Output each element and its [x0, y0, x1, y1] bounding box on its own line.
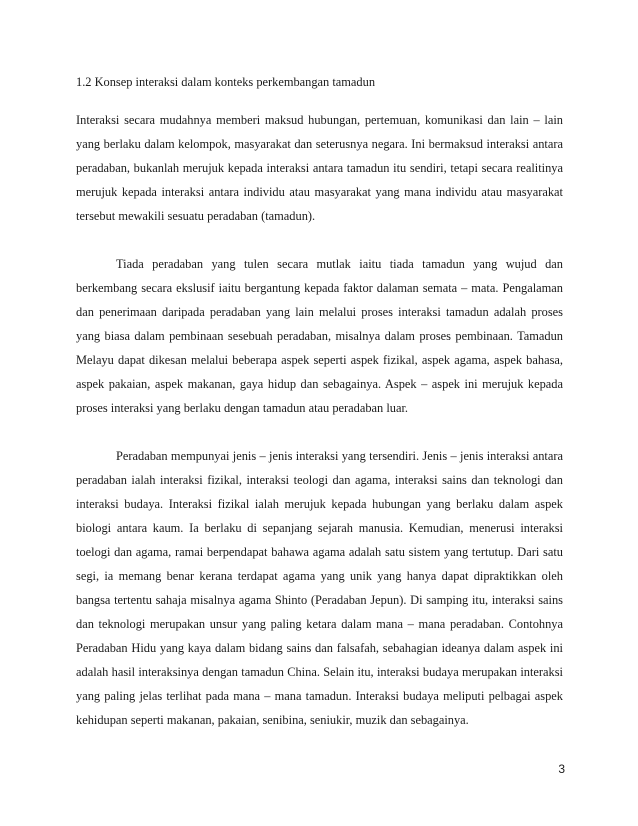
paragraph-definition: Interaksi secara mudahnya memberi maksud hubungan, pertemuan, komunikasi dan lain – lain yang berlaku dalam kelompok, masyarakat dan seterusnya negara. Ini bermaksud interaksi antara peradaban, bukanlah merujuk kepada interaksi antara tamadun itu sendiri, tetapi secara realitinya merujuk kepada interaksi antara individu atau masyarakat yang mana individu atau masyarakat tersebut mewakili sesuatu peradaban (tamadun).: [76, 113, 563, 223]
paragraph-interaction-types: Peradaban mempunyai jenis – jenis interaksi yang tersendiri. Jenis – jenis interaksi antara peradaban ialah interaksi fizikal, interaksi teologi dan agama, interaksi sains dan teknologi dan interaksi budaya. Interaksi fizikal ialah merujuk kepada hubungan yang berlaku dalam aspek biologi antara kaum. Ia berlaku di sepanjang sejarah manusia. Kemudian, menerusi interaksi toelogi dan agama, ramai berpendapat bahawa agama adalah satu sistem yang tertutup. Dari satu segi, ia memang benar kerana terdapat agama yang unik yang hanya dapat dipraktikkan oleh bangsa tertentu sahaja misalnya agama Shinto (Peradaban Jepun). Di samping itu, interaksi sains dan teknologi merupakan unsur yang paling ketara dalam mana – mana peradaban. Contohnya Peradaban Hidu yang kaya dalam bidang sains dan falsafah, sebahagian ideanya dalam aspek ini adalah hasil interaksinya dengan tamadun China. Selain itu, interaksi budaya merupakan interaksi yang paling jelas terlihat pada mana – mana tamadun. Interaksi budaya meliputi pelbagai aspek kehidupan seperti makanan, pakaian, senibina, seniukir, muzik dan sebagainya.: [76, 449, 563, 727]
section-heading: 1.2 Konsep interaksi dalam konteks perkembangan tamadun: [76, 75, 376, 89]
paragraph-no-pure-civilization: Tiada peradaban yang tulen secara mutlak iaitu tiada tamadun yang wujud dan berkembang secara ekslusif iaitu bergantung kepada faktor dalaman semata – mata. Pengalaman dan penerimaan daripada peradaban yang lain melalui proses interaksi tamadun adalah proses yang biasa dalam pembinaan sesebuah peradaban, misalnya dalam proses pembinaan. Tamadun Melayu dapat dikesan melalui beberapa aspek seperti aspek fizikal, aspek agama, aspek bahasa, aspek pakaian, aspek makanan, gaya hidup dan sebagainya. Aspek – aspek ini merujuk kepada proses interaksi yang berlaku dengan tamadun atau peradaban luar.: [76, 257, 563, 415]
page-number: 3: [558, 762, 565, 776]
document-page: [76, 70, 563, 756]
